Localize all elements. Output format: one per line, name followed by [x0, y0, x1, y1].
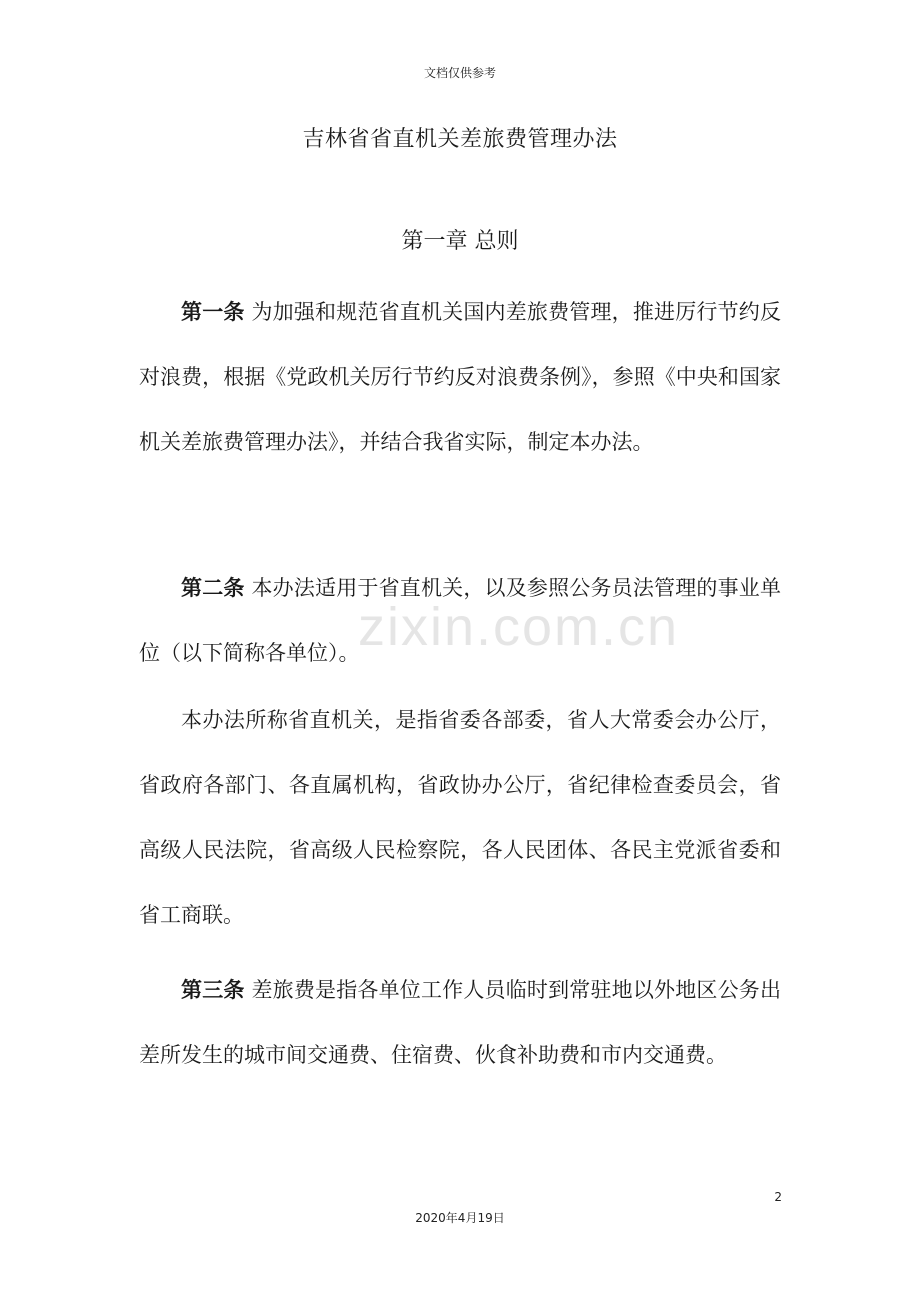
- page-number: 2: [774, 1190, 782, 1204]
- document-title: 吉林省省直机关差旅费管理办法: [302, 127, 618, 152]
- article-number: 第二条: [181, 576, 245, 600]
- chapter-title: 第一章 总则: [401, 229, 519, 254]
- footer-date: 2020年4月19日: [415, 1211, 505, 1225]
- article-text: 本办法所称省直机关，是指省委各部委，省人大常委会办公厅，省政府各部门、各直属机构，省政协办公厅，省纪律检查委员会，省高级人民法院，省高级人民检察院，各人民团体、各民主党派省委和省工商联。: [139, 708, 781, 927]
- article-paragraph: [139, 280, 781, 475]
- article-number: 第三条: [181, 978, 245, 1002]
- article-paragraph: [139, 688, 781, 948]
- article-text: 本办法适用于省直机关，以及参照公务员法管理的事业单位（以下简称各单位）。: [139, 576, 781, 665]
- article-number: 第一条: [181, 300, 245, 324]
- article-text: 为加强和规范省直机关国内差旅费管理，推进厉行节约反对浪费，根据《党政机关厉行节约反对浪费条例》，参照《中央和国家机关差旅费管理办法》，并结合我省实际，制定本办法。: [139, 300, 781, 454]
- article-paragraph: [139, 958, 781, 1088]
- article-paragraph: [139, 556, 781, 686]
- header-note: 文档仅供参考: [423, 66, 496, 80]
- article-text: 差旅费是指各单位工作人员临时到常驻地以外地区公务出差所发生的城市间交通费、住宿费、伙食补助费和市内交通费。: [139, 978, 781, 1067]
- watermark: zixin.com.cn: [358, 597, 680, 657]
